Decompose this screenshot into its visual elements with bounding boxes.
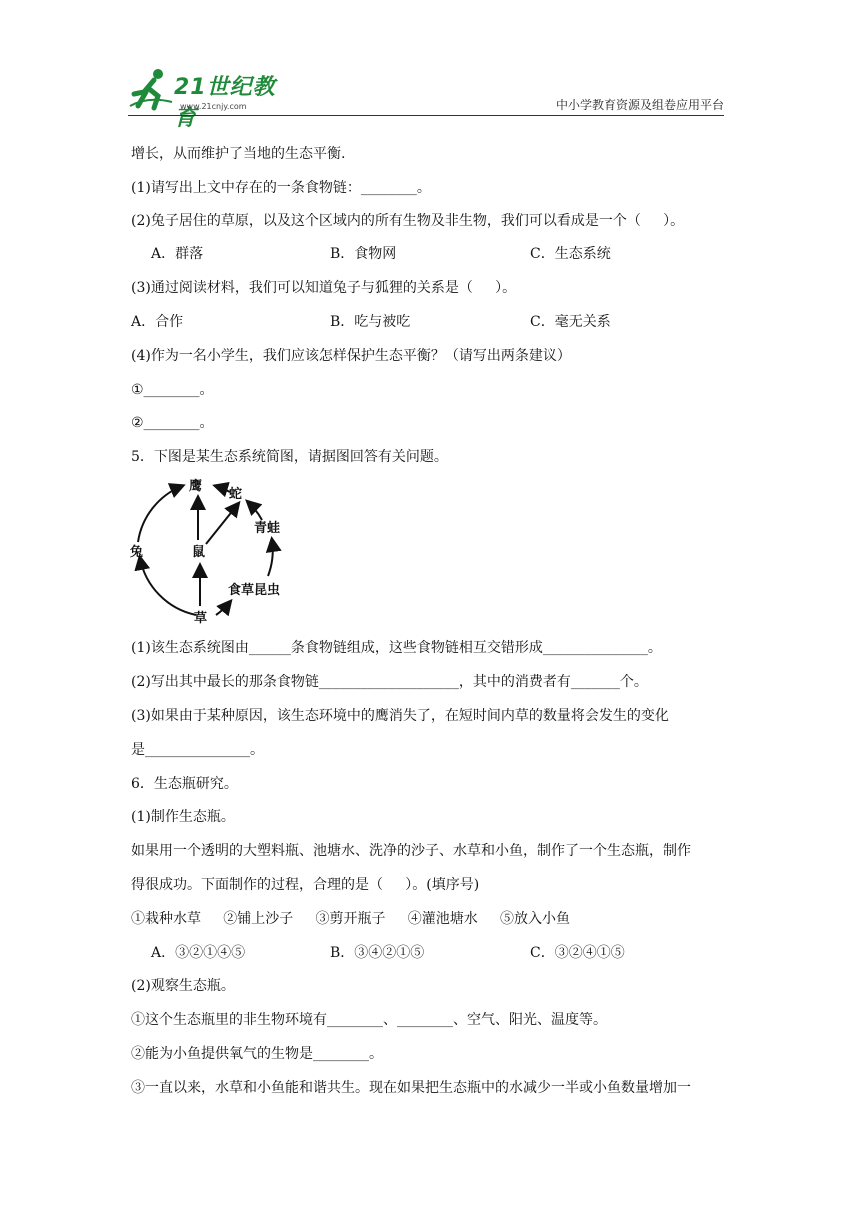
- logo-text: 21世纪教育: [174, 75, 276, 131]
- question-5-1: (1)该生态系统图由______条食物链组成，这些食物链相互交错形成_______________。: [131, 640, 662, 656]
- platform-name: 中小学教育资源及组卷应用平台: [555, 98, 724, 112]
- question-5-title: 5．下图是某生态系统简图，请据图回答有关问题。: [131, 449, 448, 465]
- question-6-2-2: ②能为小鱼提供氧气的生物是________。: [131, 1046, 383, 1062]
- option-c: C．生态系统: [530, 246, 611, 262]
- question-6-1-text-cont: 得很成功。下面制作的过程，合理的是（ ）。(填序号): [131, 877, 480, 893]
- option-b: B．③④②①⑤: [330, 945, 425, 961]
- node-eagle: 鹰: [189, 479, 203, 494]
- option-a: A．合作: [131, 314, 184, 330]
- node-snake: 蛇: [229, 487, 243, 502]
- question-6-title: 6．生态瓶研究。: [131, 776, 238, 792]
- text-line: 增长，从而维护了当地的生态平衡.: [131, 146, 346, 162]
- option-a: A．群落: [151, 246, 204, 262]
- node-frog: 青蛙: [254, 521, 281, 536]
- option-c: C．③②④①⑤: [530, 945, 625, 961]
- question-5-3: (3)如果由于某种原因，该生态环境中的鹰消失了，在短时间内草的数量将会发生的变化: [131, 708, 669, 724]
- question-6-2: (2)观察生态瓶。: [131, 978, 235, 994]
- question-4-3: (3)通过阅读材料，我们可以知道兔子与狐狸的关系是（ ）。: [131, 280, 517, 296]
- option-b: B．吃与被吃: [330, 314, 411, 330]
- page-header: [128, 66, 724, 131]
- question-4-4: (4)作为一名小学生，我们应该怎样保护生态平衡？（请写出两条建议）: [131, 348, 571, 364]
- question-6-2-3: ③一直以来，水草和小鱼能和谐共生。现在如果把生态瓶中的水减少一半或小鱼数量增加一: [131, 1080, 691, 1096]
- question-4-1: (1)请写出上文中存在的一条食物链：________。: [131, 180, 431, 196]
- answer-blank-1: ①________。: [131, 382, 214, 398]
- logo-url: www.21cnjy.com: [180, 102, 247, 111]
- question-6-1-text: 如果用一个透明的大塑料瓶、池塘水、洗净的沙子、水草和小鱼，制作了一个生态瓶，制作: [131, 843, 691, 859]
- runner-logo-icon: [128, 66, 174, 112]
- node-insect: 食草昆虫: [228, 583, 281, 598]
- option-a: A．③②①④⑤: [151, 945, 246, 961]
- question-4-2: (2)兔子居住的草原，以及这个区域内的所有生物及非生物，我们可以看成是一个（ ）。: [131, 213, 685, 229]
- step-list: ①栽种水草 ②铺上沙子 ③剪开瓶子 ④灌池塘水 ⑤放入小鱼: [131, 911, 571, 927]
- node-mouse: 鼠: [192, 545, 206, 560]
- site-logo: [128, 66, 298, 131]
- node-rabbit: 兔: [130, 545, 144, 560]
- question-6-2-1: ①这个生态瓶里的非生物环境有________、________、空气、阳光、温度等。: [131, 1012, 607, 1028]
- answer-blank-2: ②________。: [131, 415, 214, 431]
- question-5-3-cont: 是_______________。: [131, 742, 264, 758]
- question-5-2: (2)写出其中最长的那条食物链____________________，其中的消费者有_______个。: [131, 674, 648, 690]
- node-grass: 草: [194, 611, 208, 626]
- header-divider: [128, 115, 724, 116]
- option-b: B．食物网: [330, 246, 397, 262]
- question-6-1: (1)制作生态瓶。: [131, 809, 235, 825]
- food-web-diagram: [126, 470, 296, 626]
- option-c: C．毫无关系: [530, 314, 611, 330]
